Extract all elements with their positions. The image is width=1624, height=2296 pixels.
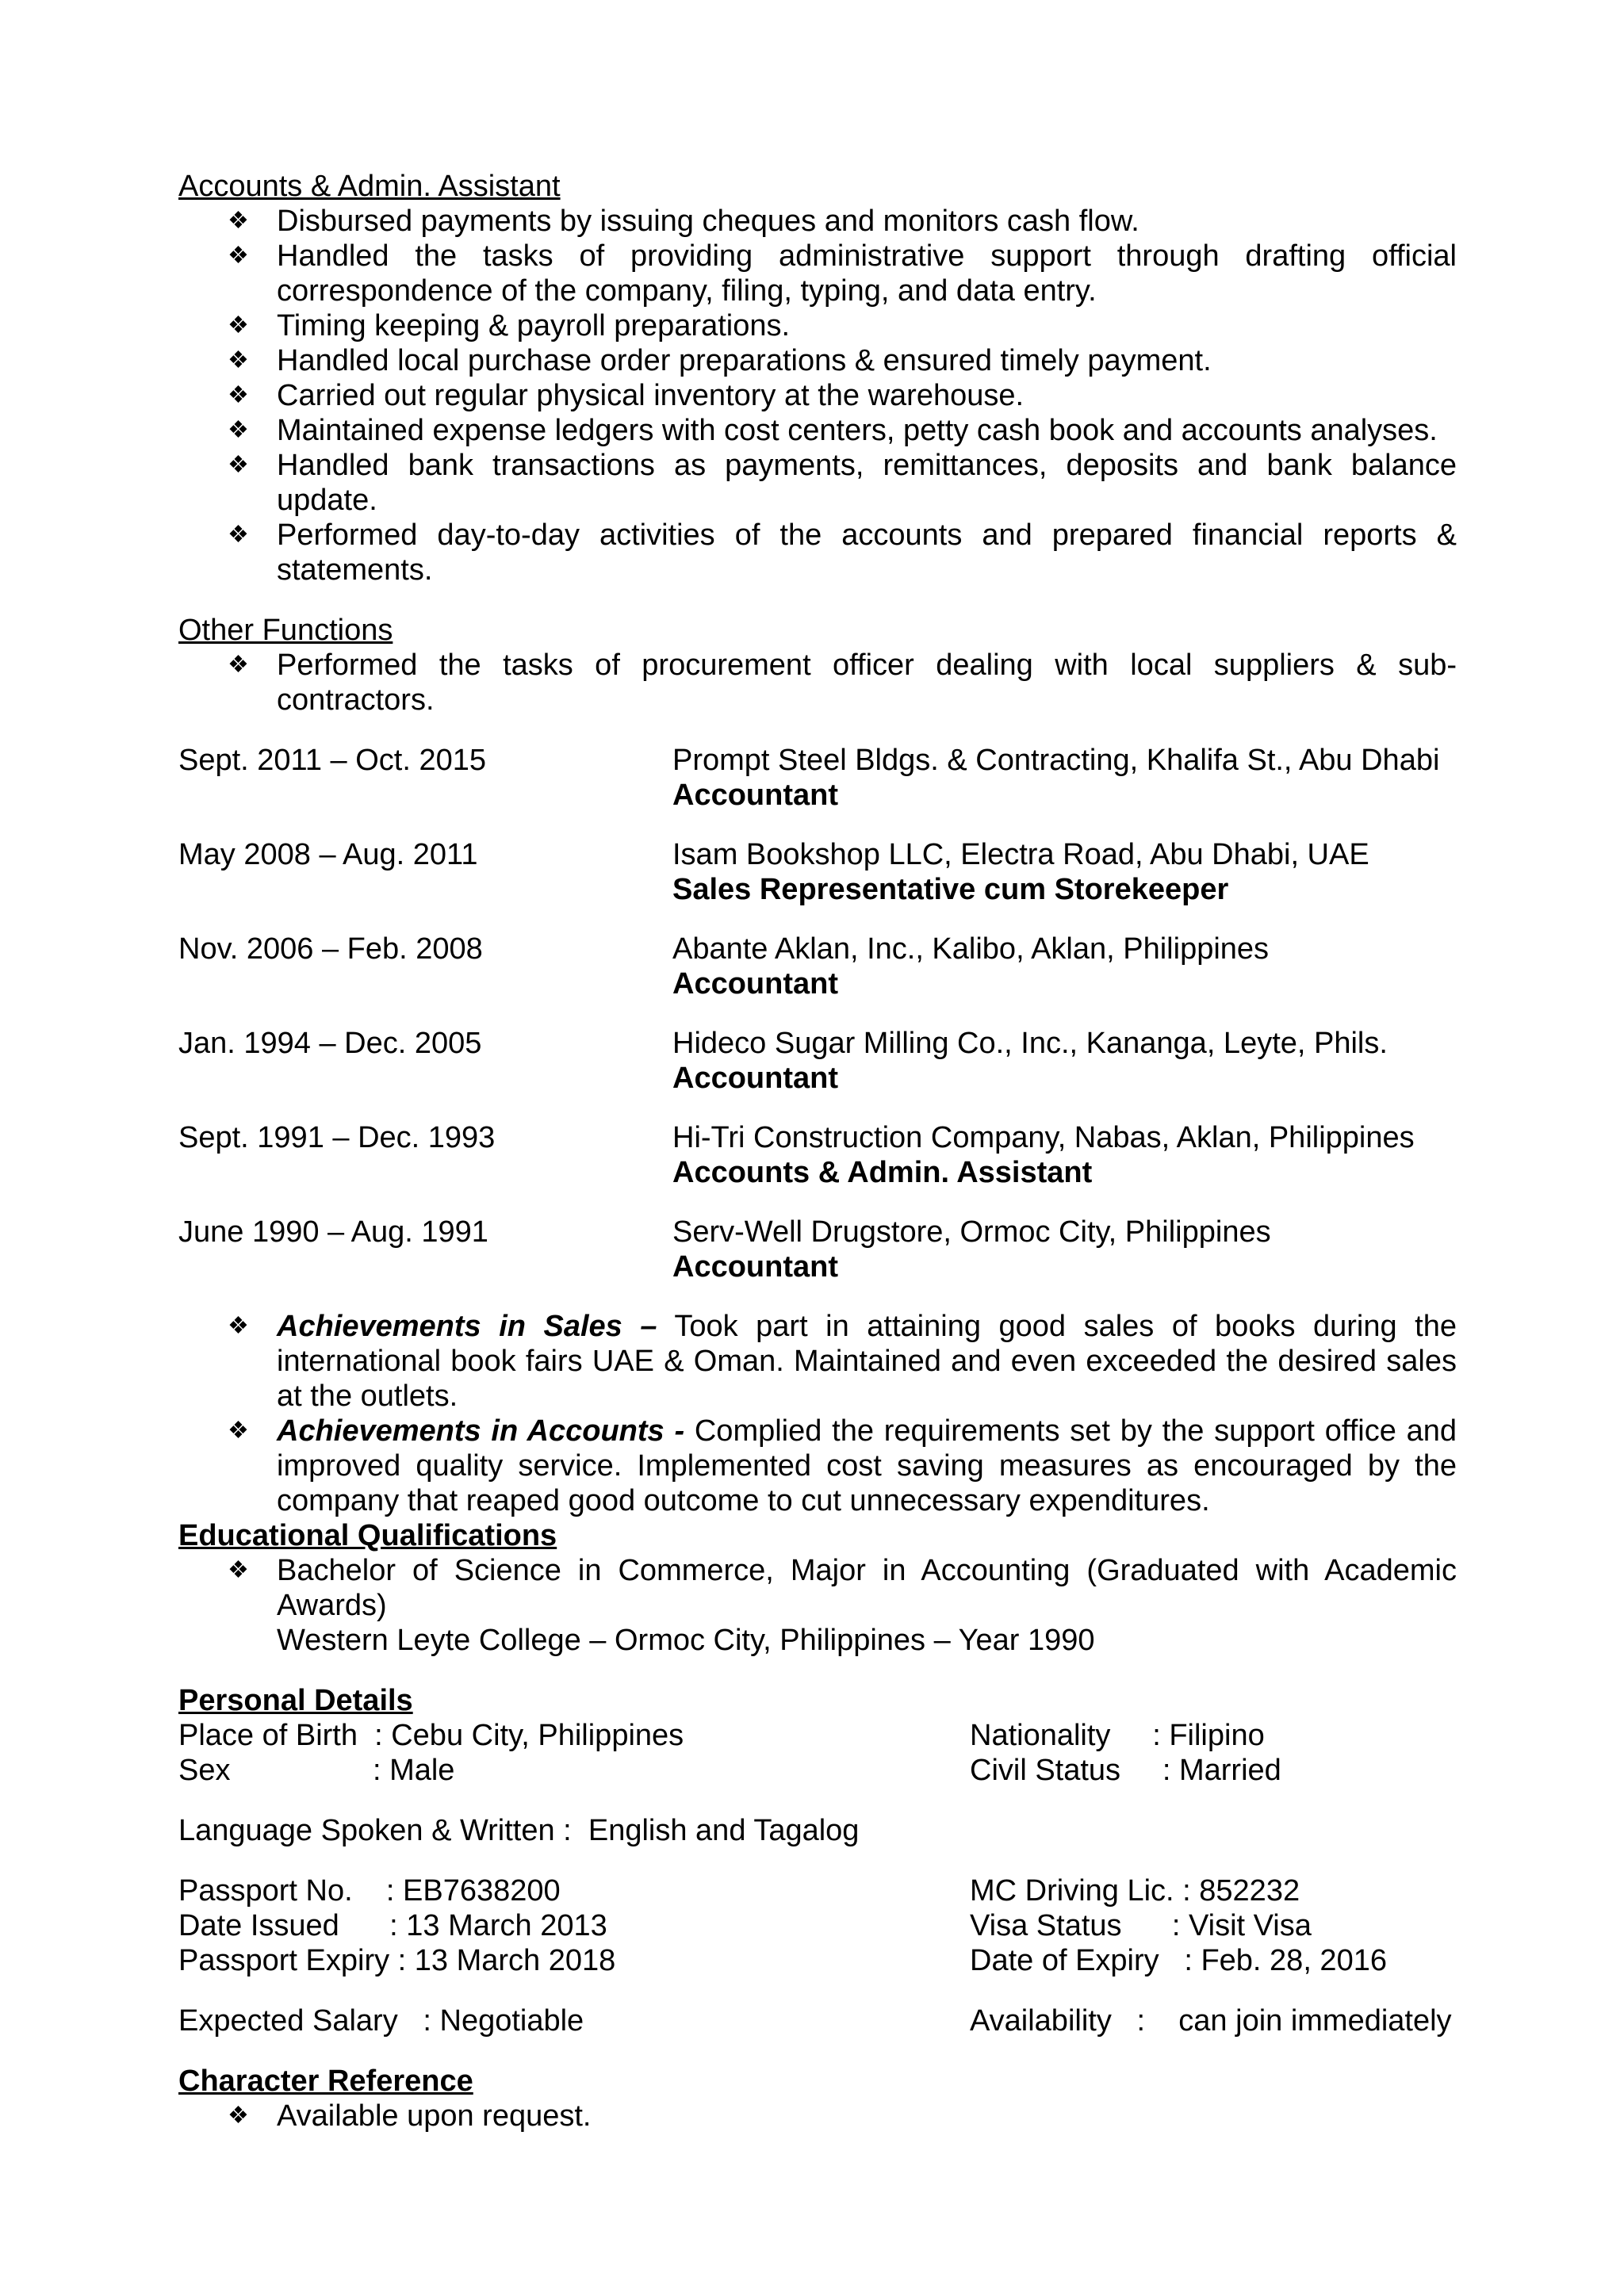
bullet-diamond-icon: ❖ [228, 522, 249, 548]
availability: Availability : can join immediately [970, 2004, 1452, 2038]
list-item: ❖ Performed day-to-day activities of the accounts and prepared financial reports & statements. [228, 519, 1457, 587]
date-issued: Date Issued : 13 March 2013 [178, 1909, 607, 1942]
spacer [178, 587, 1457, 613]
education-school: Western Leyte College – Ormoc City, Philippines – Year 1990 [277, 1624, 1095, 1657]
list-item: ❖ Available upon request. [228, 2099, 592, 2133]
job-entry [178, 932, 1457, 1001]
section-heading-other-functions: Other Functions [178, 614, 393, 647]
language: Language Spoken & Written : English and Tagalog [178, 1814, 860, 1847]
list-item: ❖ Bachelor of Science in Commerce, Major in Accounting (Graduated with Academic Awards) Western Leyte College – Ormoc City, Philippines – Year 1990 [228, 1554, 1457, 1657]
job-title: Accountant [672, 967, 838, 1001]
job-title: Sales Representative cum Storekeeper [672, 873, 1229, 906]
bullet-diamond-icon: ❖ [228, 382, 249, 408]
list-item: ❖ Disbursed payments by issuing cheques and monitors cash flow. [228, 205, 1139, 238]
list-item: ❖ Achievements in Sales – Took part in attaining good sales of books during the international book fairs UAE & Oman. Maintained and even exceeded the desired sales at the outlets. [228, 1310, 1457, 1413]
bullet-diamond-icon: ❖ [228, 1313, 249, 1339]
job-entry [178, 1026, 1457, 1096]
bullet-diamond-icon: ❖ [228, 347, 249, 373]
job-entry [178, 743, 1457, 813]
list-item: ❖ Carried out regular physical inventory at the warehouse. [228, 379, 1025, 412]
job-title: Accountant [672, 779, 838, 812]
job-dates: May 2008 – Aug. 2011 [178, 838, 478, 871]
job-dates: June 1990 – Aug. 1991 [178, 1215, 488, 1249]
job-dates: Jan. 1994 – Dec. 2005 [178, 1027, 482, 1060]
job-company: Hideco Sugar Milling Co., Inc., Kananga, Leyte, Phils. [672, 1027, 1388, 1060]
job-title: Accounts & Admin. Assistant [672, 1156, 1093, 1189]
job-dates: Sept. 1991 – Dec. 1993 [178, 1121, 496, 1154]
bullet-diamond-icon: ❖ [228, 2103, 249, 2129]
expected-salary: Expected Salary : Negotiable [178, 2004, 584, 2038]
spacer [178, 1848, 1457, 1873]
sex: Sex : Male [178, 1754, 455, 1787]
job-entry [178, 1215, 1457, 1284]
section-heading-personal: Personal Details [178, 1684, 413, 1717]
list-item: ❖ Achievements in Accounts - Complied the requirements set by the support office and improved quality service. Implemented cost saving measures as encouraged by the company that reaped good outcome to cut unnecessary expenditures. [228, 1414, 1457, 1517]
achievement-sales [178, 1309, 1457, 1414]
job-entry [178, 837, 1457, 907]
reference-bullets [178, 2099, 1457, 2133]
job-dates: Nov. 2006 – Feb. 2008 [178, 932, 483, 966]
passport-expiry: Passport Expiry : 13 March 2018 [178, 1944, 616, 1977]
bullet-diamond-icon: ❖ [228, 652, 249, 678]
bullet-diamond-icon: ❖ [228, 208, 249, 234]
list-item: ❖ Timing keeping & payroll preparations. [228, 309, 791, 342]
passport-no: Passport No. : EB7638200 [178, 1874, 561, 1908]
list-item: ❖ Handled bank transactions as payments, remittances, deposits and bank balance update. [228, 449, 1457, 517]
list-item: ❖ Maintained expense ledgers with cost centers, petty cash book and accounts analyses. [228, 414, 1438, 447]
section-heading-education: Educational Qualifications [178, 1519, 557, 1552]
bullet-diamond-icon: ❖ [228, 417, 249, 443]
spacer [178, 1788, 1457, 1813]
job-dates: Sept. 2011 – Oct. 2015 [178, 744, 487, 777]
bullet-diamond-icon: ❖ [228, 243, 249, 269]
place-of-birth: Place of Birth : Cebu City, Philippines [178, 1719, 684, 1752]
job-title: Accountant [672, 1250, 838, 1284]
section-heading-reference: Character Reference [178, 2064, 473, 2098]
civil-status: Civil Status : Married [970, 1754, 1281, 1787]
job-entry [178, 1120, 1457, 1190]
job-title: Accountant [672, 1062, 838, 1095]
list-item: ❖ Performed the tasks of procurement officer dealing with local suppliers & sub-contractors. [228, 649, 1457, 717]
spacer [178, 1658, 1457, 1683]
resume-content [178, 169, 1457, 2133]
list-item: ❖ Handled local purchase order preparations & ensured timely payment. [228, 344, 1212, 377]
job-company: Serv-Well Drugstore, Ormoc City, Philippines [672, 1215, 1271, 1249]
nationality: Nationality : Filipino [970, 1719, 1265, 1752]
accounts-admin-bullets [178, 204, 1457, 587]
job-company: Isam Bookshop LLC, Electra Road, Abu Dhabi, UAE [672, 838, 1369, 871]
spacer [178, 1978, 1457, 2003]
education-bullets [178, 1553, 1457, 1658]
other-functions-bullets [178, 648, 1457, 718]
bullet-diamond-icon: ❖ [228, 1418, 249, 1444]
bullet-diamond-icon: ❖ [228, 452, 249, 478]
spacer [178, 2038, 1457, 2064]
bullet-diamond-icon: ❖ [228, 1557, 249, 1583]
achievement-accounts [178, 1414, 1457, 1518]
list-item: ❖ Handled the tasks of providing administrative support through drafting official correspondence of the company, filing, typing, and data entry. [228, 239, 1457, 308]
section-heading-accounts-admin: Accounts & Admin. Assistant [178, 170, 561, 203]
visa-status: Visa Status : Visit Visa [970, 1909, 1312, 1942]
job-company: Abante Aklan, Inc., Kalibo, Aklan, Philippines [672, 932, 1270, 966]
bullet-diamond-icon: ❖ [228, 312, 249, 339]
job-company: Prompt Steel Bldgs. & Contracting, Khalifa St., Abu Dhabi [672, 744, 1440, 777]
driving-license: MC Driving Lic. : 852232 [970, 1874, 1300, 1908]
job-company: Hi-Tri Construction Company, Nabas, Aklan, Philippines [672, 1121, 1415, 1154]
spacer [178, 718, 1457, 743]
date-of-expiry: Date of Expiry : Feb. 28, 2016 [970, 1944, 1387, 1977]
